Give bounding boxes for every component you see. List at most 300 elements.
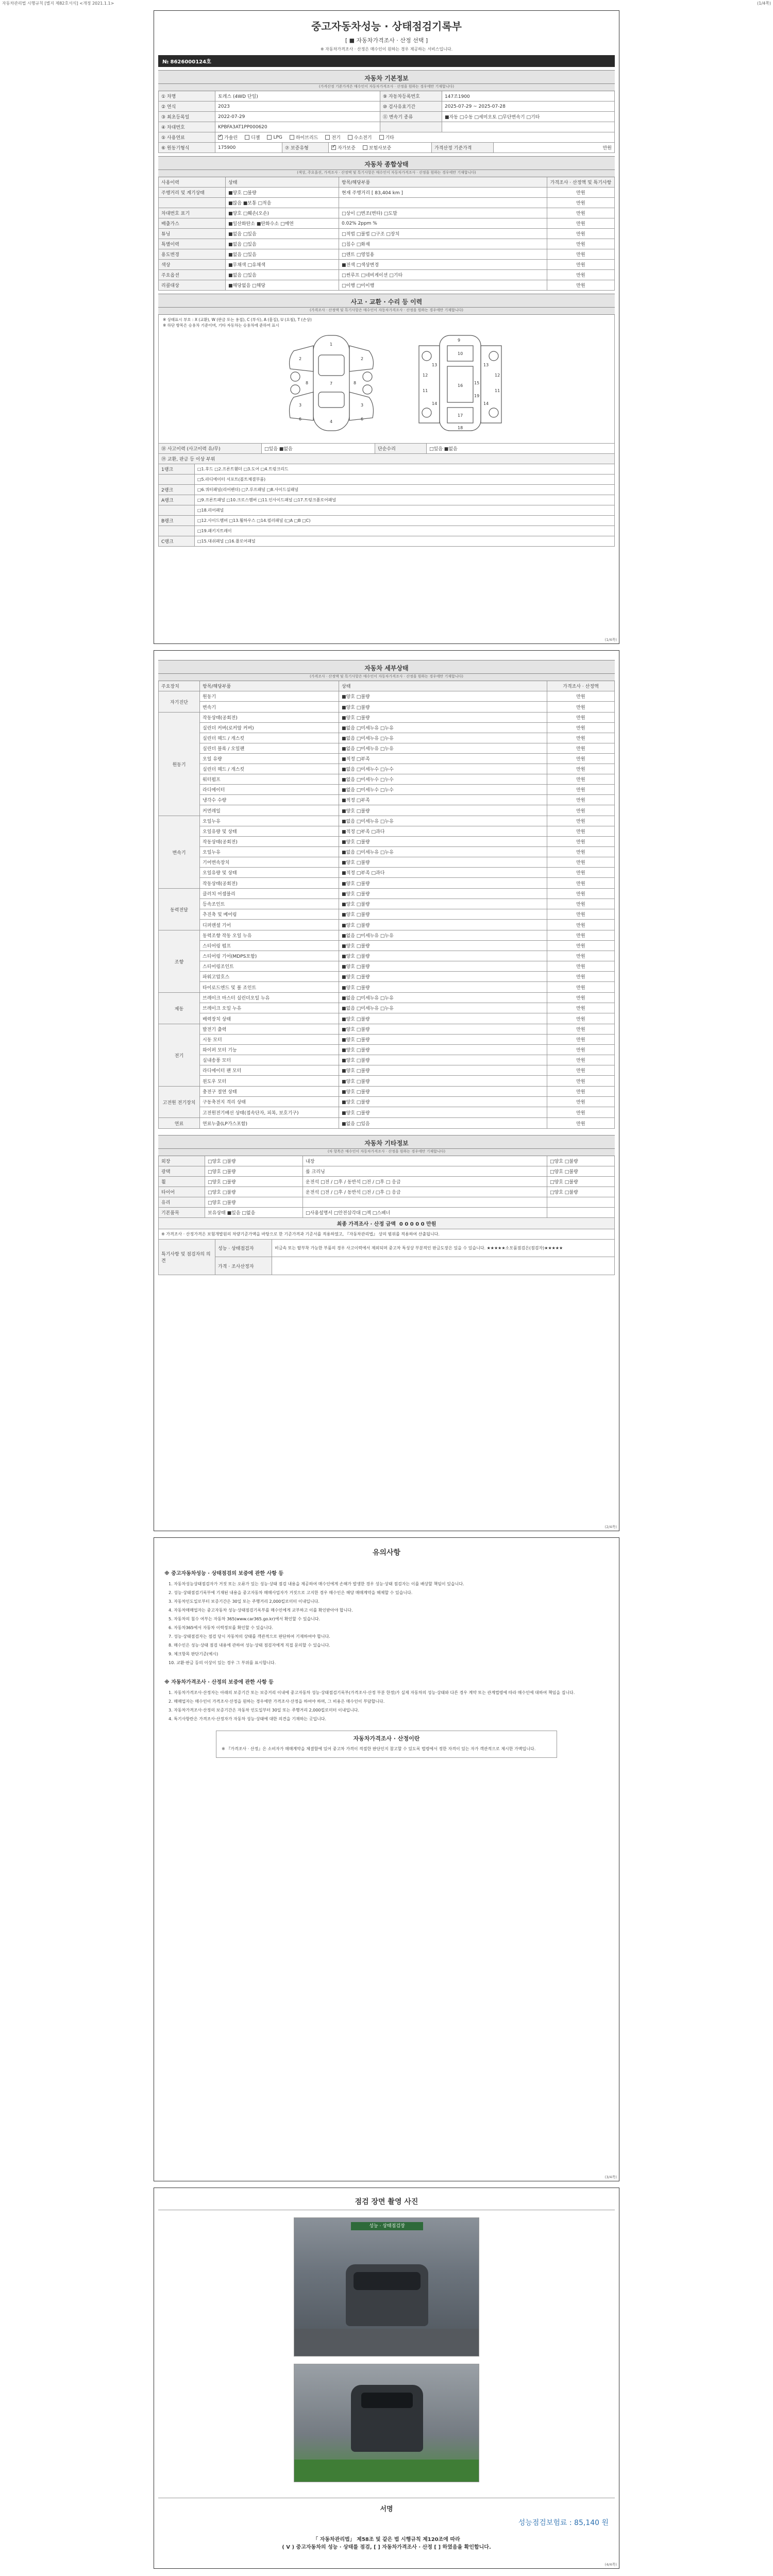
detail-price: 만원 bbox=[576, 964, 585, 970]
basic-info-label: ④ 차대번호 bbox=[159, 122, 215, 132]
col-state: 상태 bbox=[339, 681, 547, 691]
svg-text:1: 1 bbox=[330, 342, 333, 347]
detail-group bbox=[159, 691, 614, 713]
other-row bbox=[159, 1197, 614, 1208]
notice-list-2 bbox=[169, 1689, 603, 1722]
svg-text:6: 6 bbox=[299, 417, 302, 421]
detail-price: 만원 bbox=[576, 1090, 585, 1095]
detail-price: 만원 bbox=[576, 819, 585, 824]
detail-state: ■양호 □불량 bbox=[339, 857, 547, 867]
svg-text:8: 8 bbox=[354, 381, 357, 385]
exterior-rank: 1랭크 bbox=[159, 464, 195, 474]
detail-state: ■양호 □불량 bbox=[339, 691, 547, 701]
detail-group-rows bbox=[200, 1024, 614, 1086]
detail-state: ■적정 □부족 bbox=[339, 795, 547, 805]
notice-item: 3. 자동차인도일로부터 보증기간은 30일 또는 주행거리 2,000킬로미터 이내입니다. bbox=[169, 1599, 320, 1604]
detail-row bbox=[200, 972, 614, 982]
svg-text:3: 3 bbox=[299, 403, 302, 408]
detail-state: ■없음 □미세누유 □누유 bbox=[339, 930, 547, 940]
detail-state: ■양호 □불량 bbox=[339, 1087, 547, 1096]
detail-part: 고전원전기배선 상태(접속단자, 피복, 보호기구) bbox=[200, 1107, 339, 1117]
detail-group bbox=[159, 930, 614, 993]
exterior-rank bbox=[159, 474, 195, 484]
frame-part-numbers bbox=[423, 338, 500, 430]
detail-price: 만원 bbox=[576, 934, 585, 939]
notice-item: 1. 자동차성능상태점검자가 거짓 또는 오류가 있는 성능·상태 점검 내용을 제공하여 매수인에게 손해가 발생한 경우 성능·상태 점검자는 이를 배상할 책임이 있습니다. bbox=[169, 1582, 464, 1586]
detail-state: ■양호 □불량 bbox=[339, 878, 547, 888]
detail-price: 만원 bbox=[576, 892, 585, 897]
detail-state: ■적정 □부족 □과다 bbox=[339, 826, 547, 836]
basic-info-label: ② 연식 bbox=[159, 101, 215, 111]
price-basis-unit: 만원 bbox=[602, 146, 612, 151]
detail-group bbox=[159, 1087, 614, 1118]
basic-info-label: ① 차명 bbox=[159, 91, 215, 101]
detail-price: 만원 bbox=[576, 912, 585, 918]
detail-price: 만원 bbox=[576, 705, 585, 710]
checkbox-icon bbox=[379, 135, 384, 140]
detail-state: ■없음 □미세누수 □누수 bbox=[339, 774, 547, 784]
overall-row bbox=[159, 260, 614, 270]
detail-state: ■적정 □부족 □과다 bbox=[339, 868, 547, 877]
detail-part: 라디에이터 팬 모터 bbox=[200, 1065, 339, 1075]
overall-row bbox=[159, 198, 614, 208]
detail-price: 만원 bbox=[576, 1038, 585, 1043]
detail-price: 만원 bbox=[576, 1110, 585, 1116]
detail-group-rows bbox=[200, 889, 614, 930]
notice-item: 8. 매수인은 성능·상태 점검 내용에 관하여 성능·상태 점검자에게 직접 문의할 수 있습니다. bbox=[169, 1643, 330, 1648]
other-key: 휠 bbox=[159, 1177, 205, 1187]
detail-price: 만원 bbox=[576, 694, 585, 700]
special-row bbox=[215, 1257, 614, 1275]
detail-row bbox=[200, 847, 614, 857]
detail-price: 만원 bbox=[576, 757, 585, 762]
detail-part: 동력조향 작동 오일 누유 bbox=[200, 930, 339, 940]
detail-state: ■양호 □불량 bbox=[339, 961, 547, 971]
svg-text:13: 13 bbox=[483, 363, 489, 367]
detail-part: 실린더 블록 / 오일팬 bbox=[200, 743, 339, 753]
detail-price: 만원 bbox=[576, 808, 585, 814]
detail-price: 만원 bbox=[576, 923, 585, 928]
detail-row bbox=[200, 1003, 614, 1013]
col-state: 상태 bbox=[226, 177, 339, 187]
exterior-rank: B랭크 bbox=[159, 516, 195, 526]
detail-price: 만원 bbox=[576, 1027, 585, 1032]
detail-part: 배력장치 상태 bbox=[200, 1013, 339, 1024]
detail-price: 만원 bbox=[576, 788, 585, 793]
svg-text:2: 2 bbox=[361, 357, 364, 361]
overall-item: □침수 □화재 bbox=[339, 239, 547, 249]
notice-item: 10. 교환·판금 등의 이상이 있는 경우 그 부위를 표시합니다. bbox=[169, 1660, 276, 1665]
exterior-row bbox=[159, 474, 614, 485]
detail-price: 만원 bbox=[576, 1069, 585, 1074]
svg-text:10: 10 bbox=[458, 351, 463, 356]
other-key: 타이어 bbox=[159, 1187, 205, 1197]
detail-row bbox=[200, 1013, 614, 1024]
detail-group-rows bbox=[200, 1118, 614, 1128]
legal-confirmation bbox=[154, 2536, 619, 2551]
warranty-options bbox=[329, 143, 432, 152]
special-value bbox=[272, 1257, 614, 1275]
exterior-items: □6.쿼터패널(리어펜더) □7.루프패널 □8.사이드실패널 bbox=[197, 487, 299, 492]
overall-rows bbox=[159, 188, 614, 291]
svg-text:3: 3 bbox=[361, 403, 364, 408]
detail-price: 만원 bbox=[576, 954, 585, 959]
form-reference: 자동차관리법 시행규칙 [별지 제82호서식] <개정 2021.1.1> bbox=[2, 1, 114, 6]
other-key: 기본품목 bbox=[159, 1208, 205, 1217]
checkbox-icon bbox=[325, 135, 330, 140]
other-row bbox=[159, 1187, 614, 1197]
overall-state: ■없음 □있음 bbox=[226, 239, 339, 249]
detail-price: 만원 bbox=[576, 726, 585, 731]
overall-name: 용도변경 bbox=[159, 249, 226, 259]
other-value-2: □양호 □불량 bbox=[550, 1190, 578, 1195]
notice-item: 5. 자동차의 침수 여부는 자동차 365(www.car365.go.kr)에서 확인할 수 있습니다. bbox=[169, 1617, 321, 1621]
checkbox-icon bbox=[267, 135, 272, 140]
exterior-rank bbox=[159, 505, 195, 515]
detail-state: ■양호 □불량 bbox=[339, 1055, 547, 1065]
notice-item: 2. 성능·상태점검기록부에 기재된 내용을 중고자동차 매매사업자가 거짓으로 고지한 경우 매수인은 해당 매매계약을 해제할 수 있습니다. bbox=[169, 1590, 413, 1595]
detail-part: 구동축전지 격리 상태 bbox=[200, 1097, 339, 1107]
detail-part: 시동 모터 bbox=[200, 1035, 339, 1044]
page-2-footer: (2/4쪽) bbox=[604, 1525, 617, 1529]
col-part: 항목/해당부품 bbox=[200, 681, 339, 691]
detail-status-table bbox=[158, 681, 615, 1129]
detail-part: 작동상태(공회전) bbox=[200, 837, 339, 846]
svg-text:6: 6 bbox=[361, 417, 364, 421]
detail-state: ■없음 □미세누유 □누유 bbox=[339, 847, 547, 857]
legal-line: 「 자동차관리법」 제58조 및 같은 법 시행규칙 제120조에 따라 bbox=[313, 2537, 460, 2543]
page-1-footer: (1/4쪽) bbox=[604, 638, 617, 642]
svg-text:19: 19 bbox=[474, 394, 480, 398]
other-value-2 bbox=[547, 1208, 614, 1217]
detail-row bbox=[200, 1107, 614, 1117]
overall-status-heading: 자동차 종합상태 bbox=[158, 156, 615, 170]
detail-row bbox=[200, 795, 614, 805]
detail-state: ■양호 □불량 bbox=[339, 1035, 547, 1044]
detail-row bbox=[200, 1118, 614, 1128]
detail-price: 만원 bbox=[576, 1079, 585, 1084]
detail-part: 등속조인트 bbox=[200, 899, 339, 909]
overall-state: ■없음 □있음 bbox=[226, 249, 339, 259]
svg-text:14: 14 bbox=[432, 401, 438, 406]
detail-row bbox=[200, 899, 614, 909]
detail-group-name: 자기진단 bbox=[159, 691, 200, 712]
detail-part: 원동기 bbox=[200, 691, 339, 701]
mileage-value: 175900 bbox=[215, 143, 282, 152]
inspection-photo-2 bbox=[294, 2364, 479, 2482]
other-key: 유리 bbox=[159, 1197, 205, 1207]
overall-row bbox=[159, 270, 614, 280]
exterior-rank: 2랭크 bbox=[159, 485, 195, 495]
svg-text:18: 18 bbox=[458, 426, 463, 430]
option-label: 자가보증 bbox=[338, 146, 356, 151]
special-notes-row bbox=[159, 1240, 614, 1275]
option-item bbox=[325, 134, 340, 141]
detail-state: ■없음 □미세누유 □누유 bbox=[339, 723, 547, 733]
basic-info-label: ③ 최초등록일 bbox=[159, 112, 215, 122]
detail-state: ■양호 □불량 bbox=[339, 920, 547, 930]
detail-part: 연료누출(LP가스포함) bbox=[200, 1118, 339, 1128]
detail-part: 기어변속장치 bbox=[200, 857, 339, 867]
exterior-items: □18.리어패널 bbox=[197, 508, 224, 513]
page-4-footer: (4/4쪽) bbox=[604, 2563, 617, 2567]
accident-heading: 사고 · 교환 · 수리 등 이력 bbox=[158, 294, 615, 308]
other-row bbox=[159, 1208, 614, 1218]
exterior-parts-header bbox=[159, 454, 614, 464]
detail-state: ■양호 □불량 bbox=[339, 702, 547, 712]
detail-price: 만원 bbox=[576, 777, 585, 783]
svg-text:14: 14 bbox=[483, 401, 489, 406]
detail-state: ■양호 □불량 bbox=[339, 972, 547, 981]
basic-info-row bbox=[159, 91, 614, 101]
overall-item: 현재 주행거리 [ 83,404 km ] bbox=[339, 188, 547, 197]
other-value: 보유상태 ■있음 □없음 bbox=[205, 1208, 303, 1217]
exterior-part-numbers bbox=[299, 342, 363, 424]
detail-state: ■없음 □미세누유 □누유 bbox=[339, 1003, 547, 1013]
photo-section-title: 점검 장면 촬영 사진 bbox=[158, 2188, 615, 2210]
other-key-2 bbox=[303, 1197, 547, 1207]
basic-info-label: ⑨ 자동차등록번호 bbox=[380, 91, 442, 101]
detail-price: 만원 bbox=[576, 850, 585, 855]
overall-price: 만원 bbox=[576, 283, 585, 289]
other-value-2: □양호 □불량 bbox=[550, 1170, 578, 1175]
checkbox-icon bbox=[348, 135, 352, 140]
overall-name: 주요옵션 bbox=[159, 270, 226, 280]
final-price-label: 최종 가격조사 · 산정 금액 bbox=[337, 1222, 396, 1227]
notice-item: 3. 자동차가격조사·산정의 보증기간은 자동차 인도일부터 30일 또는 주행거리 2,000킬로미터 이내입니다. bbox=[169, 1708, 360, 1713]
detail-part: 브레이크 오일 누유 bbox=[200, 1003, 339, 1013]
overall-price: 만원 bbox=[576, 242, 585, 247]
accident-subheading: (가격조사 · 산정액 및 특기사항은 매수인이 자동차가격조사 · 산정을 원하는 경우에만 기재합니다) bbox=[158, 308, 615, 315]
car-windshield-shape bbox=[354, 2272, 421, 2290]
option-label: 보험사보증 bbox=[368, 146, 392, 151]
col-price: 가격조사 · 산정액 및 특기사항 bbox=[550, 180, 612, 185]
exterior-row bbox=[159, 464, 614, 474]
detail-price: 만원 bbox=[576, 747, 585, 752]
detail-price: 만원 bbox=[576, 1016, 585, 1022]
detail-part: 브레이크 마스터 실린더오일 누유 bbox=[200, 993, 339, 1003]
exterior-items: □1.후드 □2.프론트휀더 □3.도어 □4.트렁크리드 bbox=[197, 467, 289, 471]
overall-price: 만원 bbox=[576, 191, 585, 196]
detail-group-name: 제동 bbox=[159, 993, 200, 1024]
detail-group-rows bbox=[200, 930, 614, 992]
detail-group bbox=[159, 816, 614, 889]
col-price: 가격조사 · 산정액 bbox=[563, 684, 599, 689]
detail-group bbox=[159, 713, 614, 816]
detail-group-name: 원동기 bbox=[159, 713, 200, 816]
basic-info-value: 147조1900 bbox=[445, 94, 470, 99]
col-item: 항목/해당부품 bbox=[339, 177, 547, 187]
basic-info-value: KPBFA3AT1PP000620 bbox=[215, 122, 380, 132]
exterior-rank bbox=[159, 526, 195, 536]
detail-row bbox=[200, 961, 614, 972]
overall-state: ■많음 ■보통 □적음 bbox=[226, 198, 339, 208]
notice-list-1 bbox=[169, 1581, 603, 1666]
detail-price: 만원 bbox=[576, 798, 585, 803]
option-label: 기타 bbox=[385, 135, 394, 141]
car-diagram bbox=[159, 315, 615, 444]
final-price-note: ※ 가격조사 · 산정가격은 보험개발원의 차량기준가액을 바탕으로 한 기준가격과 기준서를 적용하였고, 『자동차관리법』 상의 범위를 적용하여 산출됩니다. bbox=[161, 1232, 440, 1236]
detail-state: ■양호 □불량 bbox=[339, 899, 547, 909]
detail-part: 스티어링 기어(MDPS포함) bbox=[200, 951, 339, 961]
exterior-row bbox=[159, 526, 614, 536]
exterior-parts-label: ⑲ 교환, 판금 등 이상 부위 bbox=[161, 457, 215, 462]
inspection-shop-sign: 성능 · 상태점검장 bbox=[351, 2222, 423, 2230]
notice-item: 1. 자동차가격조사·산정자는 아래의 보증기간 또는 보증거리 이내에 중고자동차 성능·상태점검기록부(가격조사·산정 부분 한정)가 실제 자동차의 성능·상태와 다른 경우 계약 또는 관계법령에 따라 매수인에 대하여 책임을 집니다. bbox=[169, 1690, 575, 1695]
warranty-row bbox=[159, 143, 614, 153]
other-value: □양호 □불량 bbox=[205, 1156, 303, 1166]
detail-group-name: 동력전달 bbox=[159, 889, 200, 930]
detail-state: ■양호 □불량 bbox=[339, 941, 547, 951]
exterior-items: □19.패키지트레이 bbox=[197, 529, 232, 533]
detail-row bbox=[200, 1097, 614, 1107]
exterior-row bbox=[159, 485, 614, 495]
detail-part: 클러치 어셈블리 bbox=[200, 889, 339, 899]
overall-row bbox=[159, 229, 614, 239]
detail-price: 만원 bbox=[576, 767, 585, 772]
exterior-rows bbox=[159, 464, 614, 547]
detail-group bbox=[159, 889, 614, 930]
detail-row bbox=[200, 743, 614, 754]
overall-price: 만원 bbox=[576, 232, 585, 237]
detail-part: 오일유량 및 상태 bbox=[200, 826, 339, 836]
notice-item: 4. 특기사항란은 가격조사·산정자가 자동차 성능·상태에 대한 의견을 기재하는 곳입니다. bbox=[169, 1717, 327, 1721]
detail-part: 추진축 및 베어링 bbox=[200, 909, 339, 919]
option-item bbox=[267, 135, 282, 140]
detail-price: 만원 bbox=[576, 902, 585, 907]
other-key-2: 운전석 □전 / □후 / 동반석 □전 / □후 □ 응급 bbox=[303, 1187, 547, 1197]
detail-part: 커먼레일 bbox=[200, 805, 339, 816]
overall-state: ■무채색 □유채색 bbox=[226, 260, 339, 269]
overall-item: □썬루프 □네비게이션 □기타 bbox=[339, 270, 547, 280]
detail-price: 만원 bbox=[576, 716, 585, 721]
overall-state: ■없음 □있음 bbox=[226, 229, 339, 239]
exterior-rank: A랭크 bbox=[159, 495, 195, 505]
basic-info-table bbox=[158, 91, 615, 132]
detail-row bbox=[200, 920, 614, 930]
overall-state: ■양호 □훼손(오손) bbox=[226, 208, 339, 218]
option-label: 가솔린 bbox=[224, 135, 238, 141]
detail-group-rows bbox=[200, 993, 614, 1024]
option-item bbox=[218, 134, 238, 141]
detail-group-name: 조향 bbox=[159, 930, 200, 992]
svg-text:17: 17 bbox=[458, 413, 463, 418]
detail-part: 발전기 출력 bbox=[200, 1024, 339, 1034]
page-4 bbox=[154, 2188, 619, 2569]
other-row bbox=[159, 1177, 614, 1187]
detail-status-subheading: (가격조사 · 산정액 및 특기사항은 매수인이 자동차가격조사 · 산정을 원하는 경우에만 기재합니다) bbox=[158, 674, 615, 681]
basic-info-value bbox=[442, 122, 614, 132]
mileage-label: ⑥ 원동기형식 bbox=[159, 143, 215, 152]
svg-text:12: 12 bbox=[495, 373, 500, 378]
checkbox-icon bbox=[363, 145, 367, 150]
detail-state: ■양호 □불량 bbox=[339, 805, 547, 816]
option-label: 전기 bbox=[331, 135, 341, 141]
option-item bbox=[245, 134, 260, 141]
price-explanation-title: 자동차가격조사 · 산정이란 bbox=[353, 1735, 420, 1742]
accident-summary bbox=[158, 444, 615, 547]
final-price-value: 0 0 0 0 0 만원 bbox=[399, 1222, 436, 1227]
overall-name bbox=[159, 198, 226, 208]
final-price-note-row bbox=[159, 1229, 614, 1240]
overall-price: 만원 bbox=[576, 201, 585, 206]
svg-text:2: 2 bbox=[299, 357, 302, 361]
option-item bbox=[331, 144, 356, 151]
overall-row bbox=[159, 280, 614, 291]
page-2 bbox=[154, 650, 619, 1531]
overall-state: ■없음 □있음 bbox=[226, 270, 339, 280]
other-key: 광택 bbox=[159, 1166, 205, 1176]
detail-part: 실린더 헤드 / 개스킷 bbox=[200, 764, 339, 774]
basic-info-row bbox=[159, 112, 614, 122]
notice-item: 6. 자동차365에서 자동차 이력정보를 확인할 수 있습니다. bbox=[169, 1625, 273, 1630]
detail-row bbox=[200, 702, 614, 712]
overall-item: 0.02% 2ppm % bbox=[339, 218, 547, 228]
exterior-row bbox=[159, 495, 614, 505]
svg-text:11: 11 bbox=[423, 388, 428, 393]
overall-state: ■일산화탄소 ■탄화수소 □매연 bbox=[226, 218, 339, 228]
overall-item: □렌트 □영업용 bbox=[339, 249, 547, 259]
legend-line: ※ 하단 항목은 승용차 기준이며, 기타 자동차는 승용차에 준하여 표시 bbox=[163, 323, 279, 328]
final-price-block bbox=[158, 1218, 615, 1275]
detail-state: ■없음 □미세누유 □누유 bbox=[339, 993, 547, 1003]
inspection-photo-1 bbox=[294, 2217, 479, 2357]
detail-row bbox=[200, 816, 614, 826]
basic-info-value: 2022-07-29 bbox=[215, 112, 380, 122]
overall-name: 차대번호 표기 bbox=[159, 208, 226, 218]
svg-text:15: 15 bbox=[474, 381, 480, 385]
detail-group bbox=[159, 1024, 614, 1087]
overall-header-row bbox=[159, 177, 614, 188]
simple-repair-label: 단순수리 bbox=[375, 444, 427, 453]
overall-row bbox=[159, 188, 614, 198]
checkbox-icon bbox=[331, 145, 336, 150]
option-item bbox=[348, 134, 372, 141]
exterior-items: □15.대쉬패널 □16.플로어패널 bbox=[197, 539, 256, 544]
detail-state: ■양호 □불량 bbox=[339, 1097, 547, 1107]
document-title: 중고자동차성능 · 상태점검기록부 bbox=[311, 20, 462, 32]
detail-price: 만원 bbox=[576, 1048, 585, 1053]
overall-price: 만원 bbox=[576, 222, 585, 227]
detail-row bbox=[200, 785, 614, 795]
accident-history-label: ⑱ 사고이력 (사고이력 유/무) bbox=[159, 444, 262, 453]
detail-state: ■적정 □부족 bbox=[339, 754, 547, 764]
detail-state: ■양호 □불량 bbox=[339, 951, 547, 961]
other-value-2 bbox=[547, 1197, 614, 1207]
detail-part: 오일누유 bbox=[200, 847, 339, 857]
detail-row bbox=[200, 889, 614, 899]
special-key: 성능 · 상태점검자 bbox=[215, 1240, 272, 1257]
svg-text:7: 7 bbox=[330, 381, 333, 386]
other-value: □양호 □불량 bbox=[205, 1187, 303, 1197]
option-item bbox=[363, 144, 391, 151]
svg-text:13: 13 bbox=[432, 363, 438, 367]
fuel-row-wrap bbox=[158, 132, 615, 153]
overall-row bbox=[159, 239, 614, 249]
fuel-row bbox=[159, 132, 614, 143]
overall-price: 만원 bbox=[576, 211, 585, 216]
checkbox-icon bbox=[245, 135, 249, 140]
detail-part: 오일유량 및 상태 bbox=[200, 868, 339, 877]
fuel-options bbox=[215, 132, 614, 142]
detail-price: 만원 bbox=[576, 736, 585, 741]
detail-group-rows bbox=[200, 1087, 614, 1117]
checkbox-icon bbox=[218, 135, 223, 140]
detail-part: 스티어링조인트 bbox=[200, 961, 339, 971]
detail-group-rows bbox=[200, 691, 614, 712]
detail-state: ■없음 □미세누유 □누유 bbox=[339, 816, 547, 826]
detail-row bbox=[200, 774, 614, 785]
